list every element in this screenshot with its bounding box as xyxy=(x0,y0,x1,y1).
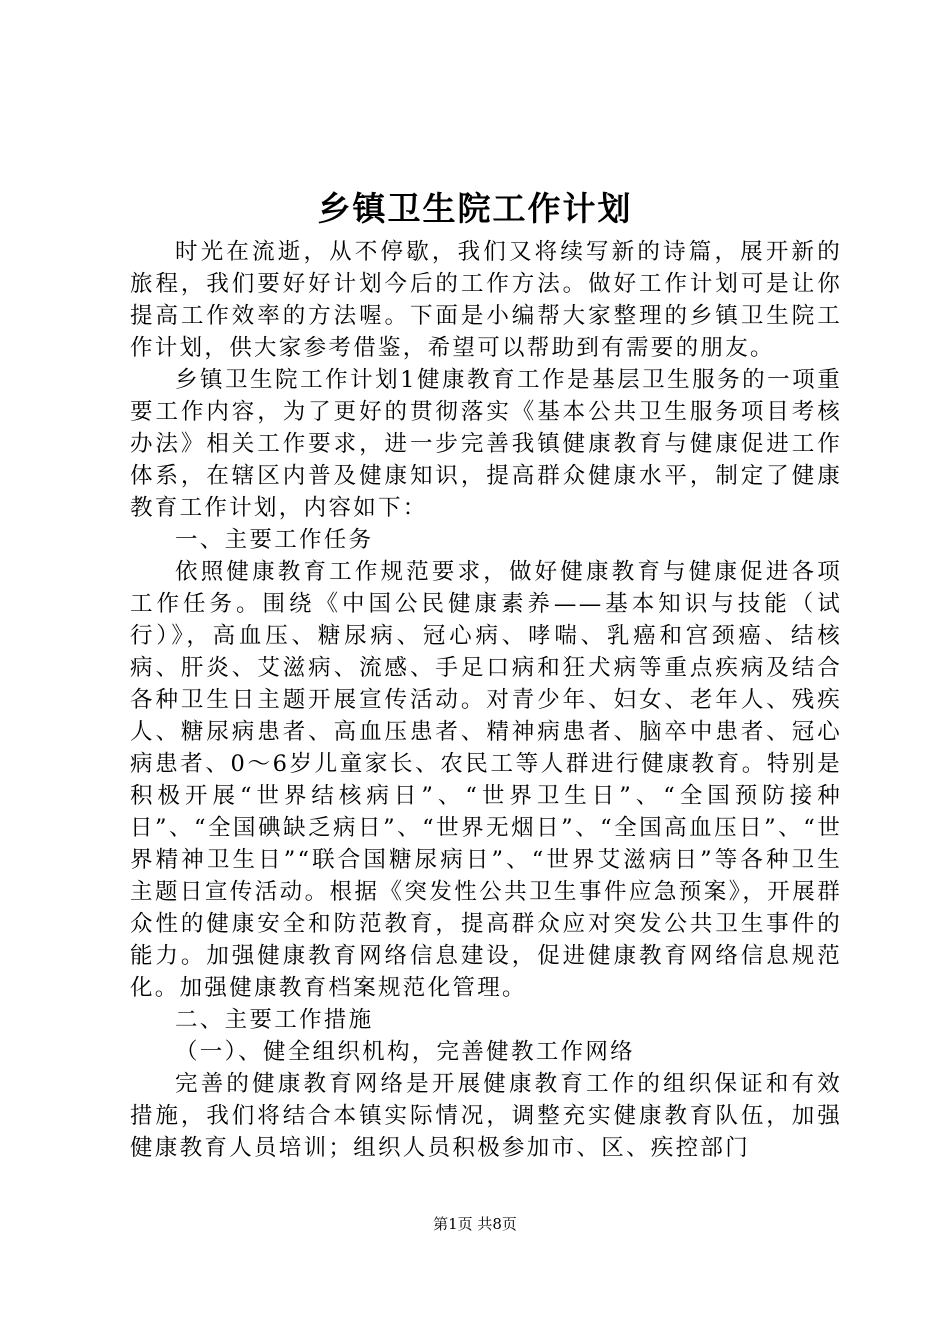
document-body xyxy=(130,236,842,1164)
tasks-paragraph: 依照健康教育工作规范要求，做好健康教育与健康促进各项工作任务。围绕《中国公民健康素养——基本知识与技能（试行）》，高血压、糖尿病、冠心病、哮喘、乳癌和宫颈癌、结核病、肝炎、艾滋病、流感、手足口病和狂犬病等重点疾病及结合各种卫生日主题开展宣传活动。对青少年、妇女、老年人、残疾人、糖尿病患者、高血压患者、精神病患者、脑卒中患者、冠心病患者、0～6岁儿童家长、农民工等人群进行健康教育。特别是积极开展“世界结核病日”、“世界卫生日”、“全国预防接种日”、“全国碘缺乏病日”、“世界无烟日”、“全国高血压日”、“世界精神卫生日”“联合国糖尿病日”、“世界艾滋病日”等各种卫生主题日宣传活动。根据《突发性公共卫生事件应急预案》，开展群众性的健康安全和防范教育，提高群众应对突发公共卫生事件的能力。加强健康教育网络信息建设，促进健康教育网络信息规范化。加强健康教育档案规范化管理。 xyxy=(130,559,842,1001)
plan-one-paragraph: 乡镇卫生院工作计划1健康教育工作是基层卫生服务的一项重要工作内容，为了更好的贯彻落实《基本公共卫生服务项目考核办法》相关工作要求，进一步完善我镇健康教育与健康促进工作体系，在辖区内普及健康知识，提高群众健康水平，制定了健康教育工作计划，内容如下： xyxy=(130,367,842,521)
organization-paragraph: 完善的健康教育网络是开展健康教育工作的组织保证和有效措施，我们将结合本镇实际情况，调整充实健康教育队伍，加强健康教育人员培训；组织人员积极参加市、区、疾控部门 xyxy=(130,1071,842,1161)
section-heading-measures: 二、主要工作措施 xyxy=(175,1007,374,1033)
section-heading-tasks: 一、主要工作任务 xyxy=(175,527,374,553)
intro-paragraph: 时光在流逝，从不停歇，我们又将续写新的诗篇，展开新的旅程，我们要好好计划今后的工作方法。做好工作计划可是让你提高工作效率的方法喔。下面是小编帮大家整理的乡镇卫生院工作计划，供大家参考借鉴，希望可以帮助到有需要的朋友。 xyxy=(130,239,842,361)
subsection-heading-organization: （一）、健全组织机构，完善健教工作网络 xyxy=(175,1039,635,1065)
page-title: 乡镇卫生院工作计划 xyxy=(317,189,633,228)
page-number-footer: 第1页 共8页 xyxy=(433,1215,517,1233)
